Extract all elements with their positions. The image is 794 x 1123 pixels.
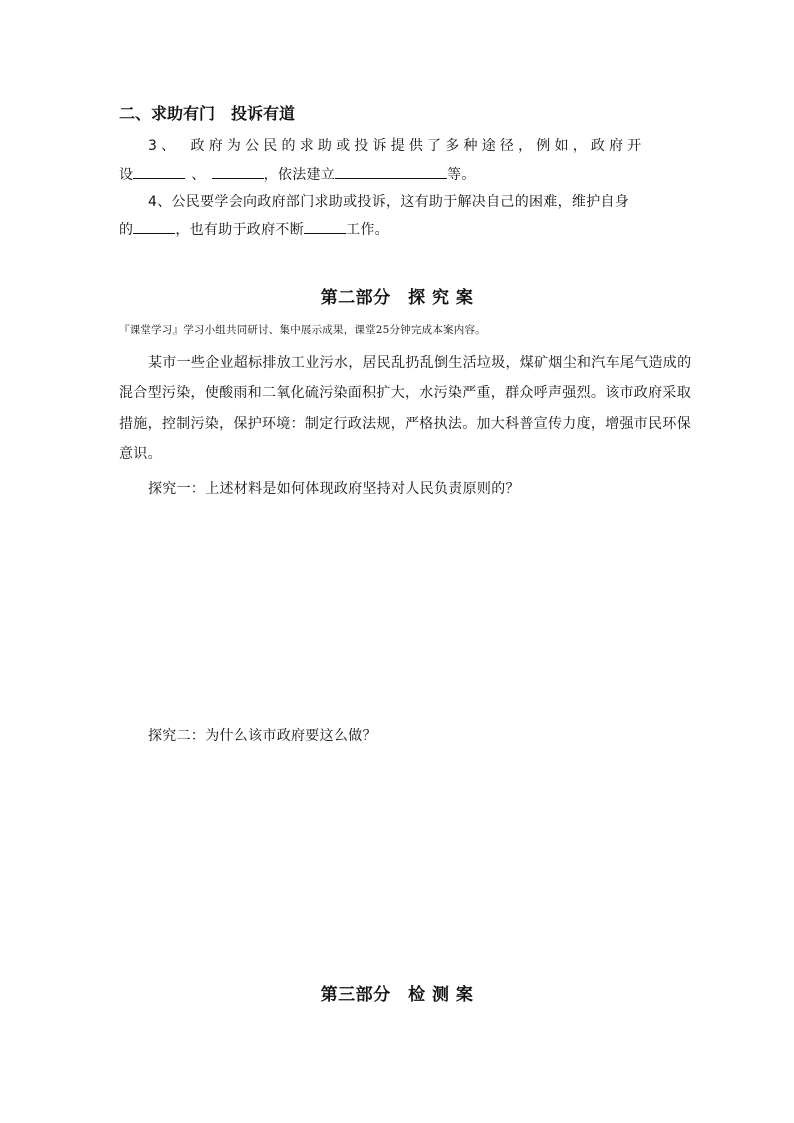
answer-blank[interactable] bbox=[212, 165, 264, 179]
section-heading: 二、求助有门 投诉有道 bbox=[119, 104, 296, 123]
classroom-note: 『课堂学习』学习小组共同研讨、集中展示成果，课堂25分钟完成本案内容。 bbox=[119, 324, 486, 336]
answer-blank[interactable] bbox=[133, 220, 175, 234]
part-2-title: 第二部分 探 究 案 bbox=[320, 288, 474, 308]
question-3-mid: ，依法建立 bbox=[263, 167, 336, 183]
question-4-suffix: 工作。 bbox=[346, 222, 389, 238]
question-3-separator: 、 bbox=[191, 167, 206, 183]
material-line: 某市一些企业超标排放工业污水，居民乱扔乱倒生活垃圾，煤矿烟尘和汽车尾气造成的 bbox=[148, 355, 692, 371]
question-3-line2 bbox=[119, 164, 476, 184]
material-line: 混合型污染，使酸雨和二氧化硫污染面积扩大，水污染严重，群众呼声强烈。该市政府采取 bbox=[119, 385, 691, 401]
question-3-suffix: 等。 bbox=[447, 167, 476, 183]
inquiry-1-question: 探究一：上述材料是如何体现政府坚持对人民负责原则的？ bbox=[148, 481, 520, 497]
question-4-line2 bbox=[119, 219, 389, 239]
question-4-prefix: 的 bbox=[119, 222, 134, 238]
answer-blank[interactable] bbox=[335, 165, 447, 179]
question-4-line1: 4、公民要学会向政府部门求助或投诉，这有助于解决自己的困难，维护自身 bbox=[148, 194, 630, 210]
answer-blank[interactable] bbox=[133, 165, 185, 179]
question-4-mid: ，也有助于政府不断 bbox=[175, 222, 305, 238]
material-line: 措施，控制污染，保护环境：制定行政法规，严格执法。加大科普宣传力度，增强市民环保 bbox=[119, 416, 691, 432]
inquiry-2-question: 探究二：为什么该市政府要这么做？ bbox=[148, 728, 377, 744]
inquiry-2-answer-area[interactable] bbox=[119, 752, 679, 962]
material-line: 意识。 bbox=[119, 446, 162, 462]
question-3-prefix: 设 bbox=[119, 167, 134, 183]
question-3-line1: 3、 政府为公民的求助或投诉提供了多种途径，例如，政府开 bbox=[148, 138, 646, 154]
inquiry-1-answer-area[interactable] bbox=[119, 505, 679, 715]
part-3-title: 第三部分 检 测 案 bbox=[320, 985, 474, 1005]
answer-blank[interactable] bbox=[304, 220, 346, 234]
